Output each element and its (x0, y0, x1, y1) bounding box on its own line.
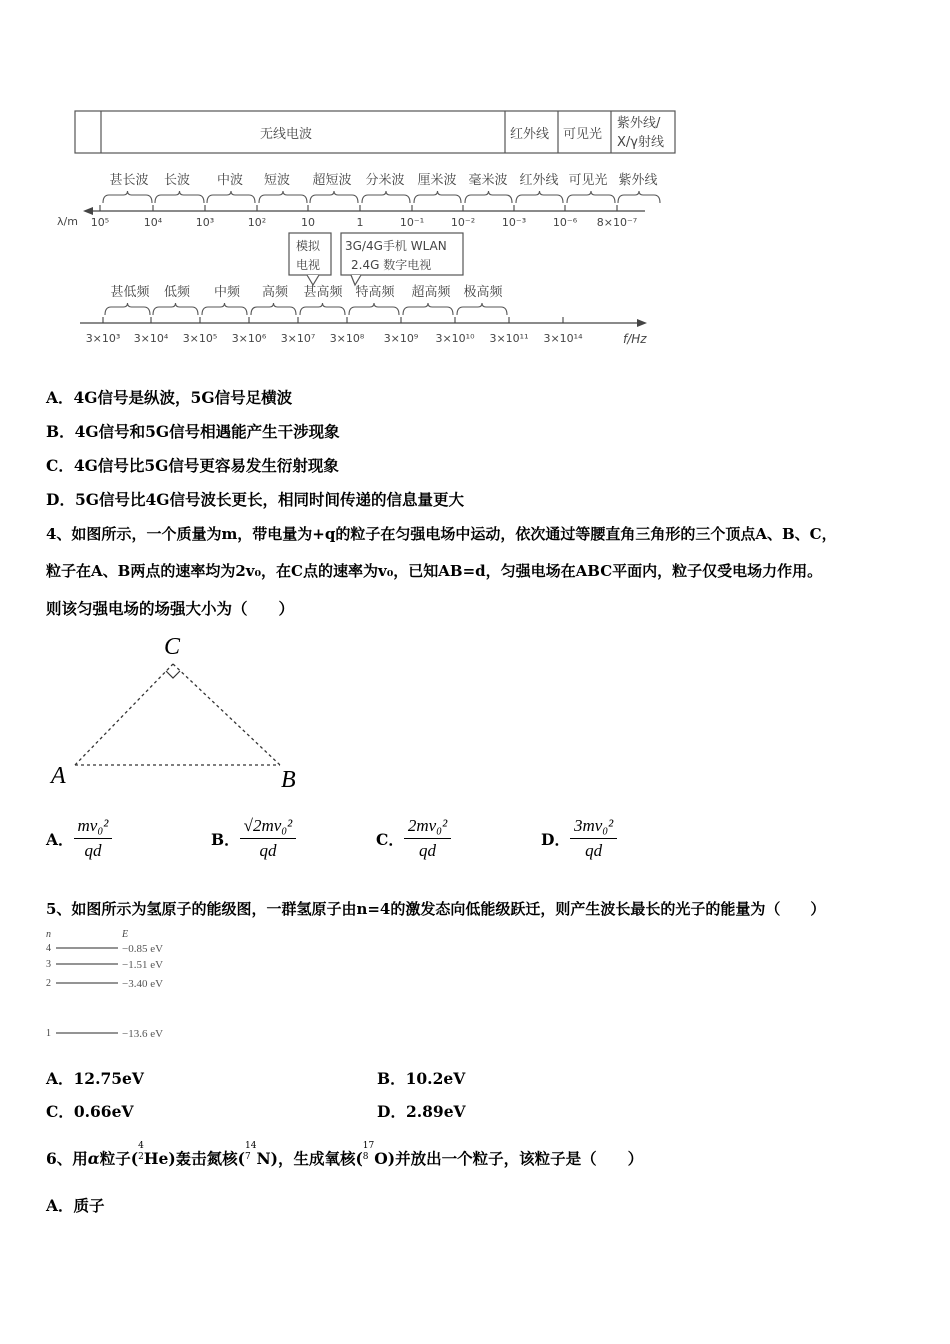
band-uv-2: X/γ射线 (617, 135, 664, 150)
energy-level-diagram (40, 926, 200, 1046)
band-radio: 无线电波 (260, 127, 313, 142)
q4-option-a[interactable] (46, 816, 112, 861)
frequency-name-label: 高频 (261, 285, 289, 300)
q4-option-b[interactable] (211, 816, 296, 861)
q3-option-b[interactable]: B．4G信号和5G信号相遇能产生干涉现象 (46, 422, 340, 441)
wave-brace (618, 191, 660, 203)
frequency-tick-label: 3×10⁷ (280, 332, 316, 345)
frequency-tick-label: 3×10¹⁰ (435, 332, 475, 345)
frequency-name-label: 超高频 (411, 285, 451, 300)
q4-option-c-fraction: $\frac{\text{2mv₀²}}{qd}$ (404, 816, 451, 861)
frequency-name-label: 中频 (213, 285, 241, 300)
wavelength-tick-label: 10 (301, 216, 315, 229)
frequency-name-label: 甚高频 (303, 285, 343, 300)
q3-option-a[interactable]: A．4G信号是纵波，5G信号足横波 (46, 388, 293, 407)
wave-name-label: 毫米波 (468, 173, 508, 188)
triangle-figure (45, 628, 315, 798)
q4-option-b-fraction: $\frac{\text{√2mv₀²}}{qd}$ (240, 816, 297, 861)
frequency-brace (202, 303, 247, 315)
frequency-brace (457, 303, 507, 315)
wavelength-tick-label: 10⁵ (90, 216, 110, 229)
frequency-tick-label: 3×10⁶ (231, 332, 267, 345)
callout-2-line1: 3G/4G手机 WLAN (345, 239, 447, 253)
level-energy-label: −3.40 eV (122, 978, 164, 990)
col-e-label: E (122, 929, 129, 940)
q6-prefix: 6、用 (46, 1149, 88, 1168)
q4-option-b-label: B． (211, 829, 240, 849)
q4-stem-line3: 则该匀强电场的场强大小为（ ） (46, 599, 295, 618)
q4-option-c-label: C． (376, 829, 404, 849)
wave-name-label: 厘米波 (417, 173, 457, 188)
level-n-label: 2 (46, 978, 51, 989)
q6-o: O)并放出一个粒子，该粒子是（ ） (374, 1149, 644, 1168)
wavelength-tick-label: 8×10⁻⁷ (596, 216, 638, 229)
wavelength-tick-label: 10⁻³ (501, 216, 527, 229)
n-nuclide-indices: 14 7 (245, 1141, 257, 1162)
wave-name-label: 长波 (163, 173, 191, 188)
frequency-names-row (110, 284, 503, 300)
q5-option-c[interactable]: C．0.66eV (46, 1102, 134, 1121)
wave-name-label: 分米波 (365, 173, 405, 188)
callout-1-line2: 电视 (296, 258, 321, 272)
q5-stem: 5、如图所示为氢原子的能级图，一群氢原子由n=4的激发态向低能级跃迁，则产生波长最长的光子的能量为（ ） (46, 900, 826, 918)
frequency-ticks (86, 317, 583, 345)
frequency-name-label: 特高频 (355, 285, 395, 300)
wave-brace (362, 191, 410, 203)
wave-brace (207, 191, 255, 203)
frequency-name-label: 极高频 (463, 285, 503, 300)
wave-brace (310, 191, 358, 203)
wavelength-tick-label: 10³ (195, 216, 215, 229)
frequency-brace (251, 303, 296, 315)
o-nuclide-indices: 17 8 (362, 1141, 375, 1162)
wave-name-label: 可见光 (568, 173, 608, 188)
wave-brace (465, 191, 512, 203)
vertex-a-label: A (51, 763, 66, 789)
wave-brace (516, 191, 563, 203)
frequency-brace (153, 303, 198, 315)
wave-name-label: 超短波 (312, 173, 352, 188)
wavelength-tick-label: 10² (247, 216, 267, 229)
wave-brace (259, 191, 307, 203)
wavelength-tick-label: 1 (356, 216, 364, 229)
wave-brace (414, 191, 461, 203)
col-n-label: n (46, 929, 51, 940)
q6-n: N)，生成氧核( (256, 1149, 363, 1168)
callout-2-line2: 2.4G 数字电视 (351, 258, 432, 272)
wavelength-ticks (91, 205, 637, 229)
q4-stem-line1: 4、如图所示，一个质量为m，带电量为+q的粒子在匀强电场中运动，依次通过等腰直角三角形的三个顶点A、B、C， (46, 525, 837, 543)
q4-stem-line2: 粒子在A、B两点的速率均为2v₀，在C点的速率为v₀，已知AB=d，匀强电场在ABC平面内，粒子仅受电场力作用。 (46, 562, 823, 580)
band-infrared: 红外线 (510, 127, 550, 142)
energy-levels (46, 943, 163, 1040)
frequency-brace (105, 303, 150, 315)
frequency-arrow-icon (637, 319, 647, 327)
wave-braces (103, 191, 660, 203)
wave-name-label: 紫外线 (618, 173, 658, 188)
wave-brace (567, 191, 615, 203)
band-uv-1: 紫外线/ (617, 116, 661, 131)
level-n-label: 4 (46, 943, 51, 954)
q3-option-c[interactable]: C．4G信号比5G信号更容易发生衍射现象 (46, 456, 339, 475)
wave-name-label: 红外线 (519, 173, 559, 188)
q6-alpha: α (87, 1148, 100, 1168)
frequency-tick-label: 3×10¹⁴ (543, 332, 583, 345)
frequency-tick-label: 3×10⁹ (383, 332, 419, 345)
wave-name-label: 甚长波 (109, 173, 149, 188)
q6-option-a[interactable]: A．质子 (46, 1196, 105, 1215)
spectrum-figure (55, 105, 695, 355)
q5-option-a[interactable]: A．12.75eV (46, 1069, 144, 1088)
wave-name-label: 短波 (263, 173, 291, 188)
q5-option-b[interactable]: B．10.2eV (377, 1069, 466, 1088)
wave-brace (155, 191, 204, 203)
wave-brace (103, 191, 152, 203)
band-visible: 可见光 (563, 127, 603, 142)
frequency-tick-label: 3×10³ (85, 332, 121, 345)
q4-option-d[interactable] (541, 816, 617, 861)
level-energy-label: −13.6 eV (122, 1028, 164, 1040)
q4-option-d-fraction: $\frac{\text{3mv₀²}}{qd}$ (570, 816, 617, 861)
wavelength-tick-label: 10⁻² (450, 216, 476, 229)
q6-he: He)轰击氮核( (143, 1149, 245, 1168)
frequency-name-label: 低频 (163, 285, 191, 300)
vertex-b-label: B (281, 767, 296, 793)
level-n-label: 1 (46, 1028, 51, 1039)
q6-stem (46, 1141, 644, 1169)
wave-names-row (109, 172, 657, 188)
vertex-c-label: C (164, 634, 181, 660)
wavelength-tick-label: 10⁴ (143, 216, 163, 229)
frequency-tick-label: 3×10¹¹ (489, 332, 529, 345)
level-energy-label: −0.85 eV (122, 943, 164, 955)
frequency-braces (105, 303, 507, 315)
callout-1-line1: 模拟 (296, 239, 321, 253)
wavelength-tick-label: 10⁻¹ (399, 216, 425, 229)
frequency-brace (403, 303, 453, 315)
frequency-tick-label: 3×10⁵ (182, 332, 218, 345)
q4-option-a-label: A． (46, 829, 74, 849)
wavelength-axis-label: λ/m (57, 215, 78, 228)
q4-option-a-fraction: $\frac{\text{mv₀²}}{qd}$ (74, 816, 113, 861)
q6-part1: 粒子( (99, 1149, 139, 1168)
frequency-tick-label: 3×10⁸ (329, 332, 365, 345)
q4-option-c[interactable] (376, 816, 451, 861)
wave-name-label: 中波 (216, 173, 244, 188)
frequency-brace (300, 303, 345, 315)
level-n-label: 3 (46, 959, 51, 970)
q3-option-d[interactable]: D．5G信号比4G信号波长更长，相同时间传递的信息量更大 (46, 490, 464, 509)
he-nuclide-indices: 4 2 (138, 1141, 144, 1162)
q4-option-d-label: D． (541, 829, 570, 849)
frequency-axis-label: f/Hz (623, 332, 647, 346)
frequency-name-label: 甚低频 (110, 285, 150, 300)
wavelength-arrow-icon (83, 207, 93, 215)
frequency-tick-label: 3×10⁴ (133, 332, 169, 345)
frequency-brace (349, 303, 399, 315)
q5-option-d[interactable]: D．2.89eV (377, 1102, 466, 1121)
level-energy-label: −1.51 eV (122, 959, 164, 971)
wavelength-tick-label: 10⁻⁶ (552, 216, 578, 229)
